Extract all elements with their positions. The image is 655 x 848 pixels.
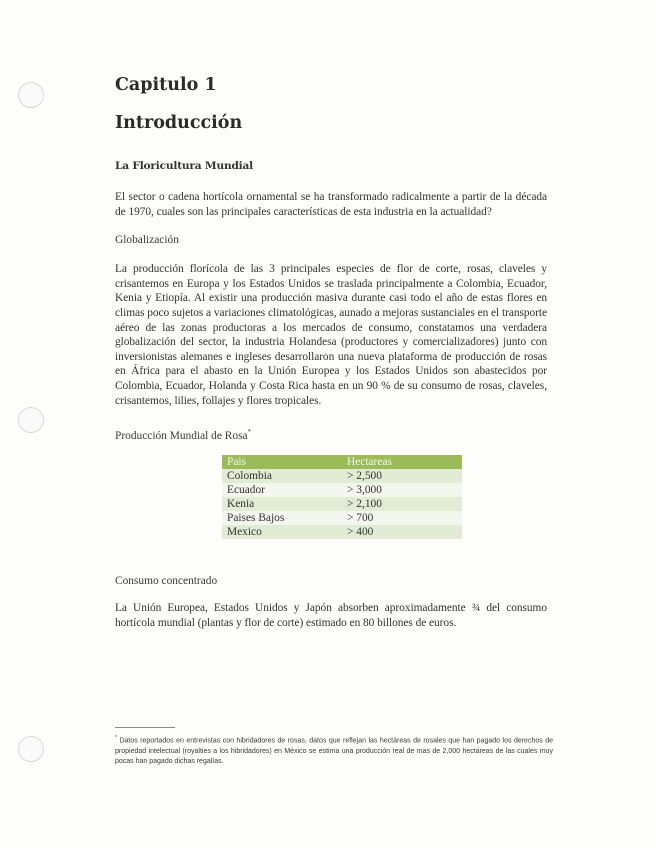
paragraph-globalizacion: La producción florícola de las 3 principales especies de flor de corte, rosas, claveles y crisantemos en Europa y los Estados Unidos se traslada principalmente a Colombia, Ecuador, Kenia y Etiopía. Al existir una producción masiva durante casi todo el año de estas flores en climas poco sujetos a variaciones climatológicas, aunado a mejoras sustanciales en el transporte aéreo de las zonas productoras a los mercados de consumo, constatamos una verdadera globalización del sector, la industria Holandesa (productores y comercializadores) junto con inversionistas alemanes e ingleses desarrollaron una nueva plataforma de producción de rosas en África para el abasto en la Unión Europea y los Estados Unidos son abastecidos por Colombia, Ecuador, Holanda y Costa Rica hasta en un 90 % de su consumo de rosas, claveles, crisantemos, lilies, follajes y flores tropicales. xyxy=(115,263,548,407)
table-cell-hectares: > 400 xyxy=(342,525,462,539)
table-row xyxy=(222,525,462,539)
paragraph-intro: El sector o cadena hortícola ornamental se ha transformado radicalmente a partir de la década de 1970, cuales son las principales características de esta industria en la actualidad? xyxy=(115,191,547,218)
page-content xyxy=(115,68,547,630)
table-header-country: Pais xyxy=(222,455,342,469)
table-header-row xyxy=(222,455,462,469)
table-row xyxy=(222,497,462,511)
chapter-heading: Capitulo 1 xyxy=(115,75,217,95)
table-header-hectares: Hectareas xyxy=(342,455,462,469)
table-row xyxy=(222,483,462,497)
subheading-globalizacion: Globalización xyxy=(115,234,179,247)
table-cell-hectares: > 2,100 xyxy=(342,497,462,511)
table-cell-country: Ecuador xyxy=(222,483,342,497)
subheading-consumo: Consumo concentrado xyxy=(115,574,218,587)
footnote-text: Datos reportados en entrevistas con hibridadores de rosas, datos que reflejan las hectáreas de rosales que han pagado los derechos de propiedad intelectual (royalties a los hibridadores) en México se estima una producción real de mas de 2,000 hectáreas de las cuales muy pocas han pagado dichas regalías. xyxy=(115,737,553,766)
table-caption-footnote-mark: * xyxy=(247,428,252,437)
table-cell-hectares: > 700 xyxy=(342,511,462,525)
binder-hole-bottom xyxy=(18,736,44,762)
section-heading: La Floricultura Mundial xyxy=(115,160,253,172)
table-cell-country: Kenia xyxy=(222,497,342,511)
table-cell-hectares: > 3,000 xyxy=(342,483,462,497)
paragraph-consumo: La Unión Europea, Estados Unidos y Japón absorben aproximadamente ¾ del consumo hortícola mundial (plantas y flor de corte) estimado en 80 billones de euros. xyxy=(115,601,547,629)
table-cell-country: Colombia xyxy=(222,469,342,483)
intro-heading: Introducción xyxy=(115,113,243,133)
footnote-divider xyxy=(115,727,175,728)
footnote-mark: * xyxy=(115,735,117,741)
table-cell-hectares: > 2,500 xyxy=(342,469,462,483)
binder-hole-top xyxy=(18,82,44,108)
table-row xyxy=(222,511,462,525)
table-row xyxy=(222,469,462,483)
rose-production-table xyxy=(222,455,462,539)
table-caption xyxy=(115,425,547,443)
footnote xyxy=(115,733,553,768)
table-caption-text: Producción Mundial de Rosa xyxy=(115,429,248,442)
table-cell-country: Paises Bajos xyxy=(222,511,342,525)
table-cell-country: Mexico xyxy=(222,525,342,539)
binder-hole-middle xyxy=(18,407,44,433)
